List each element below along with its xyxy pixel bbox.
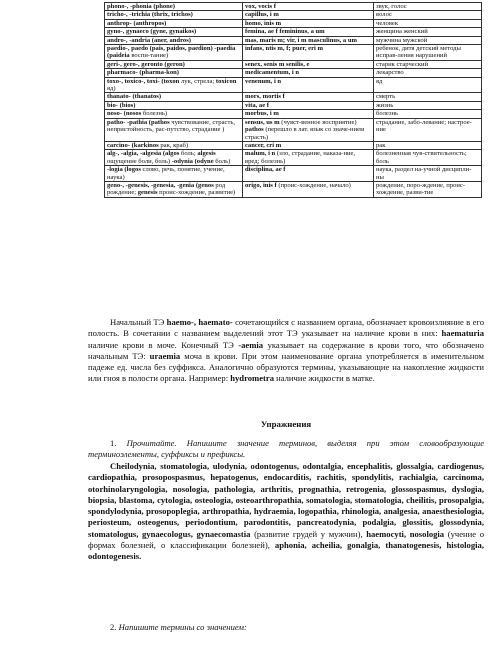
- bold-term: gyno-, gynaeco (gyne, gynaikos): [107, 28, 197, 36]
- bold-term: capillus, i m: [245, 11, 279, 19]
- meaning-cell: [374, 166, 482, 182]
- bold-term: haematuria: [441, 328, 484, 339]
- table-row: [105, 19, 482, 27]
- text-run: болезненная чув-ствительность; боль: [376, 150, 467, 165]
- text-run: (перешло в лат. язык со значе-нием страсть): [245, 126, 365, 141]
- italic-text: Прочитайте. Напишите значение терминов, выделяя при этом словообразующие терминоэлементы, суффиксы и префиксы.: [88, 438, 485, 460]
- meaning-cell: [374, 93, 482, 101]
- greek-element-cell: [105, 141, 243, 149]
- bold-term: geno-, -genesis, -genesia, -genia (genos: [107, 181, 214, 189]
- bold-term: carcino- (karkinos: [107, 141, 159, 149]
- greek-element-cell: [105, 166, 243, 182]
- bold-term: algesis: [197, 150, 216, 158]
- meaning-cell: [374, 45, 482, 61]
- text-run: моча в крови. При этом наименование органа употребляется в именительном падеже ед. числа без суффикса. Аналогично образуются термины, указывающие на накопление жидкости или гноя в полости органа. Например:: [88, 350, 484, 384]
- text-run: старик старческий: [376, 60, 429, 68]
- meaning-cell: [374, 77, 482, 93]
- text-run: смерть: [376, 93, 396, 101]
- meaning-cell: [374, 110, 482, 118]
- latin-equivalent-cell: [243, 69, 374, 77]
- bold-term: thanato- (thanatos): [107, 93, 162, 101]
- text-run: чувствование, страсть, непристойность, рас-путство, страдание ): [107, 118, 235, 134]
- latin-equivalent-cell: [243, 101, 374, 109]
- text-run: женщина женский: [376, 28, 428, 36]
- bold-term: noso- (nosos: [107, 110, 142, 118]
- bold-term: origo, inis f: [245, 181, 277, 189]
- latin-equivalent-cell: [243, 19, 374, 27]
- latin-equivalent-cell: [243, 11, 374, 19]
- bold-term: Cheilodynia, stomatologia, ulodynia, odontogenus, odontalgia, encephalitis, glossalgia, cardiogenus, cardiopathia, prosopospasmus, hepatogenus, endocarditis, rachitis, spondylitis, rachialgia, carcinoma, otorhinolaryngologia, nosologia, pathologia, arthritis, prognathia, retrogenia, glossospasmus, dyslogia, biopsia, blastoma, cytologia, osteologia, osteoarthropathia, somatologia, stomatologia, cheilitis, prosopalgia, spondylodynia, prosopoplegia, arthropathia, hydraemia, logopathia, rhinologia, analgesia, anaesthesiologia, periosteum, osteogenus, periodontium, parodontitis, pancreatodynia, podalgia, glossitis, glossodynia, stomatologus, gynaecologus, gynaecomastia: [88, 461, 484, 539]
- latin-equivalent-cell: [243, 45, 374, 61]
- bold-term: genesis: [137, 189, 158, 197]
- table-row: [105, 150, 482, 166]
- meaning-cell: [374, 101, 482, 109]
- bold-term: haemocyti, nosologia: [366, 528, 445, 539]
- text-run: наличие жидкости в матке.: [274, 373, 375, 384]
- bold-term: senex, senis m senilis, e: [245, 60, 310, 68]
- exercise-1-terms: [88, 461, 484, 563]
- greek-element-cell: [105, 19, 243, 27]
- meaning-cell: [374, 69, 482, 77]
- text-run: рак: [376, 141, 386, 149]
- latin-equivalent-cell: [243, 118, 374, 141]
- greek-element-cell: [105, 181, 243, 197]
- bold-term: mas, maris m; vir, i m masculinus, a um: [245, 36, 358, 44]
- bold-term: bio- (bios): [107, 101, 136, 109]
- meaning-cell: [374, 118, 482, 141]
- bold-term: venenum, i n: [245, 77, 282, 85]
- bold-term: andro-, -andria (aner, andros): [107, 36, 191, 44]
- bold-term: toxicon: [215, 77, 237, 85]
- text-run: рождение, поро-ждение, проис-хождение, разви-тие: [376, 181, 466, 197]
- bold-term: infans, ntis m, f; puer, eri m: [245, 45, 323, 53]
- text-run: страдание, забо-левание; настрое-ние: [376, 118, 472, 134]
- latin-equivalent-cell: [243, 110, 374, 118]
- bold-term: alg-, -algia, -algesia (algos: [107, 150, 180, 158]
- bold-term: -logia (logos: [107, 166, 141, 174]
- bold-term: hydrometra: [230, 373, 274, 384]
- bold-term: patho- -pathia (pathos: [107, 118, 170, 126]
- term-table: [104, 2, 482, 198]
- meaning-cell: [374, 36, 482, 44]
- bold-term: -aemia: [238, 339, 264, 350]
- latin-equivalent-cell: [243, 93, 374, 101]
- text-run: человек: [376, 19, 399, 27]
- text-run: болезнь: [376, 110, 399, 118]
- greek-element-cell: [105, 69, 243, 77]
- text-run: (чувст-венное восприятие): [279, 118, 357, 126]
- text-run: лекарство: [376, 69, 404, 77]
- text-run: воспи-тание): [129, 52, 169, 60]
- bold-term: medicamentum, i n: [245, 69, 300, 77]
- bold-term: -odynia (odyne: [171, 157, 214, 165]
- latin-equivalent-cell: [243, 181, 374, 197]
- greek-element-cell: [105, 77, 243, 93]
- table-row: [105, 11, 482, 19]
- text-run: яд: [376, 77, 383, 85]
- meaning-cell: [374, 19, 482, 27]
- table-row: [105, 77, 482, 93]
- latin-equivalent-cell: [243, 150, 374, 166]
- table-row: [105, 60, 482, 68]
- greek-element-cell: [105, 60, 243, 68]
- exercises-heading: Упражнения: [260, 419, 312, 429]
- latin-equivalent-cell: [243, 77, 374, 93]
- bold-term: homo, inis m: [245, 19, 282, 27]
- bold-term: aphonia, acheilia, gonalgia, thanatogenesis, histologia, odontogenesis.: [88, 540, 484, 562]
- text-run: проис-хождение, развитие): [157, 189, 236, 197]
- greek-element-cell: [105, 110, 243, 118]
- latin-equivalent-cell: [243, 60, 374, 68]
- table-row: [105, 118, 482, 141]
- bold-term: phono-, -phonia (phone): [107, 3, 175, 10]
- table-row: [105, 45, 482, 61]
- greek-element-cell: [105, 11, 243, 19]
- text-run: ощущение боли, боль): [107, 157, 172, 165]
- bold-term: malum, i n: [245, 150, 276, 158]
- exercise-2-instruction: [88, 622, 484, 633]
- text-run: слово, речь, понятие, учение, наука): [107, 166, 225, 181]
- bold-term: morbus, i m: [245, 110, 279, 118]
- meaning-cell: [374, 3, 482, 11]
- text-run: рак, краб): [158, 141, 189, 149]
- text-run: болезнь): [141, 110, 168, 118]
- meaning-cell: [374, 11, 482, 19]
- text-run: наличие крови в моче. Конечный ТЭ: [88, 339, 239, 350]
- meaning-cell: [374, 28, 482, 36]
- table-row: [105, 101, 482, 109]
- bold-term: pathos: [245, 126, 264, 134]
- greek-element-cell: [105, 150, 243, 166]
- text-run: наука, раздел на-учной дисципли-ны: [376, 166, 472, 181]
- bold-term: tricho-, -trichia (thrix, trichos): [107, 11, 193, 19]
- italic-text: Напишите термины со значением:: [118, 622, 247, 632]
- latin-equivalent-cell: [243, 166, 374, 182]
- bold-term: uraemia: [149, 350, 181, 361]
- text-run: лук, стрела;: [179, 77, 216, 85]
- meaning-cell: [374, 60, 482, 68]
- text-run: указывает на содержание в крови того, что обозначено начальным ТЭ:: [88, 339, 484, 361]
- exercise-1-instruction: [88, 438, 484, 461]
- text-run: сочетающийся с названием органа, обозначает кровоизлияние в его полость. В сочетании с названием выделений этот ТЭ указывает на наличие крови в них:: [88, 317, 484, 339]
- latin-equivalent-cell: [243, 28, 374, 36]
- bold-term: paedio-, paedo (pais, paidos, paedion): [107, 45, 213, 53]
- text-run: (проис-хождение, начало): [276, 181, 351, 189]
- text-run: 2.: [110, 622, 119, 632]
- bold-term: pharmaco- (pharma-kon): [107, 69, 179, 77]
- text-run: боль): [213, 157, 231, 165]
- text-run: (учение о формах болезней, о классификации болезней),: [88, 528, 484, 551]
- greek-element-cell: [105, 28, 243, 36]
- bold-term: vox, vocis f: [245, 3, 276, 10]
- meaning-cell: [374, 141, 482, 149]
- table-row: [105, 28, 482, 36]
- bold-term: haemo-, haemato-: [166, 317, 233, 327]
- text-run: (зло, страдание, наказа-ние, вред; болезнь): [245, 150, 356, 165]
- latin-equivalent-cell: [243, 141, 374, 149]
- bold-term: vita, ae f: [245, 101, 269, 109]
- intro-paragraph: [88, 317, 484, 385]
- meaning-cell: [374, 150, 482, 166]
- table-row: [105, 141, 482, 149]
- table-row: [105, 93, 482, 101]
- bold-term: geri-, gero-, geronto (geron): [107, 60, 185, 68]
- text-run: 1.: [110, 438, 127, 448]
- meaning-cell: [374, 181, 482, 197]
- text-run: ребенок, дитя детский методы исправ-ления нарушений: [376, 45, 461, 60]
- bold-term: -paedia (paideia: [107, 45, 236, 60]
- bold-term: sensus, us m: [245, 118, 280, 126]
- bold-term: anthrop- (anthropos): [107, 19, 167, 27]
- bold-term: toxo-, toxico-, toxi- (toxon: [107, 77, 180, 85]
- text-run: мужчина мужской: [376, 36, 428, 44]
- text-run: Начальный ТЭ: [110, 317, 167, 327]
- bold-term: femina, ae f femininus, a um: [245, 28, 325, 36]
- greek-element-cell: [105, 101, 243, 109]
- latin-equivalent-cell: [243, 3, 374, 11]
- text-run: волос: [376, 11, 392, 19]
- table-row: [105, 3, 482, 11]
- bold-term: mors, mortis f: [245, 93, 285, 101]
- greek-element-cell: [105, 45, 243, 61]
- text-run: яд): [107, 85, 116, 93]
- text-run: род рождение;: [107, 181, 226, 197]
- bold-term: cancer, cri m: [245, 141, 282, 149]
- text-run: жизнь: [376, 101, 394, 109]
- greek-element-cell: [105, 93, 243, 101]
- greek-element-cell: [105, 3, 243, 11]
- bold-term: disciplina, ae f: [245, 166, 286, 174]
- table-row: [105, 69, 482, 77]
- table-row: [105, 110, 482, 118]
- table-row: [105, 36, 482, 44]
- text-run: звук, голос: [376, 3, 407, 10]
- text-run: (развитие грудей у мужчин),: [250, 528, 367, 539]
- greek-element-cell: [105, 118, 243, 141]
- table-row: [105, 181, 482, 197]
- latin-equivalent-cell: [243, 36, 374, 44]
- text-run: боль;: [179, 150, 198, 158]
- greek-element-cell: [105, 36, 243, 44]
- table-row: [105, 166, 482, 182]
